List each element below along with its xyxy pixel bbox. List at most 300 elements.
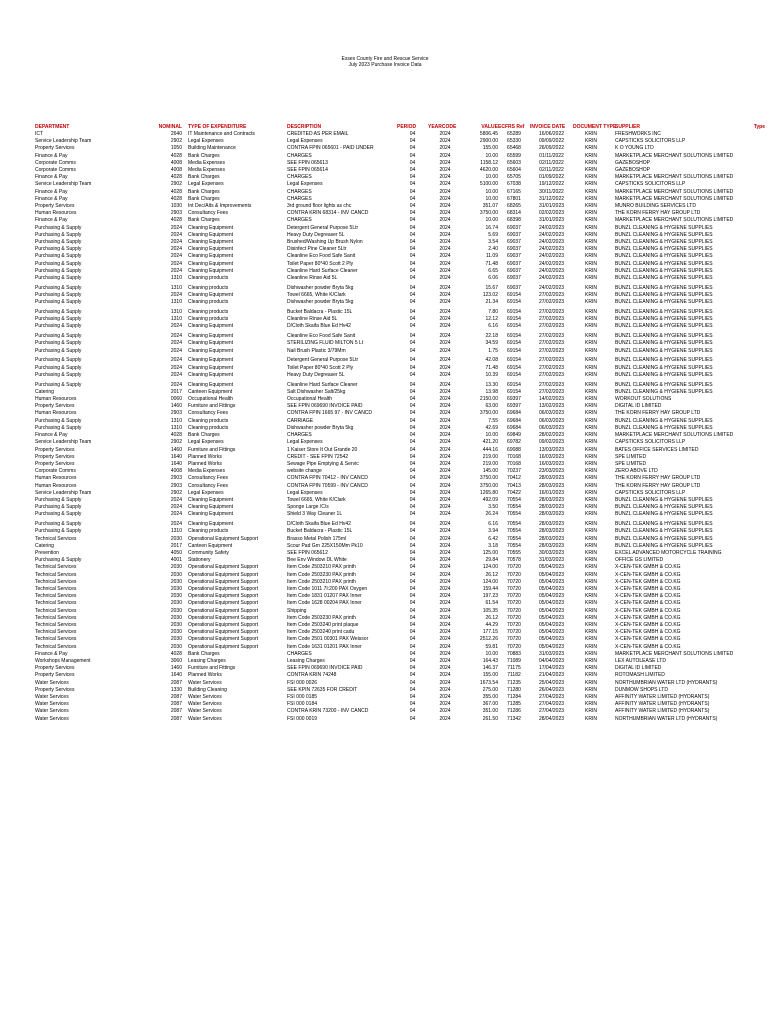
cell-document-type: KRIN	[585, 571, 597, 578]
cell-document-type: KRIN	[585, 174, 597, 181]
cell-type-of-expenditure: Cleaning Equipment	[188, 333, 234, 340]
cell-period: 04	[409, 657, 416, 664]
cell-supplier: MUNRO BUILDING SERVICES LTD	[615, 203, 696, 210]
cell-yearcode: 2024	[439, 446, 451, 453]
cell-supplier: GAZEBOSHOP	[615, 167, 651, 174]
cell-period: 04	[409, 578, 416, 585]
cell-type-of-expenditure: Stationery	[188, 557, 211, 564]
cell-description: SEE KPIN 72635 FOR CREDIT	[287, 686, 358, 693]
cell-invoice-date: 28/03/2023	[538, 542, 565, 549]
cell-invoice-date: 31/01/2023	[538, 203, 565, 210]
table-row	[35, 579, 765, 586]
cell-department: Purchasing & Supply	[35, 267, 82, 274]
cell-department: Human Resources	[35, 396, 77, 403]
cell-invoice-date: 24/02/2023	[538, 267, 565, 274]
cell-description: Item Code 1628 00204 PAX Inner	[287, 600, 362, 607]
cell-type-of-expenditure: Bank Charges	[188, 174, 220, 181]
cell-invoice-date: 05/04/2023	[538, 621, 565, 628]
cell-type-of-expenditure: Cleaning Equipment	[188, 292, 234, 299]
cell-type	[749, 138, 765, 145]
cell-description: CREDIT - SEE FPIN 72542	[287, 453, 349, 460]
cell-ecfrs-ref: 71182	[507, 672, 521, 679]
header-type: Type	[753, 124, 765, 130]
cell-type	[749, 521, 765, 528]
cell-supplier: MARKETPLACE MERCHANT SOLUTIONS LIMITED	[615, 432, 734, 439]
cell-ecfrs-ref: 70720	[507, 629, 521, 636]
cell-nominal: 4008	[170, 159, 182, 166]
cell-description: Salt Dishwasher Salt/25kg	[287, 388, 346, 395]
cell-yearcode: 2024	[439, 246, 451, 253]
cell-nominal: 2087	[170, 715, 182, 722]
cell-type-of-expenditure: Water Services	[188, 708, 222, 715]
cell-value: 2.40	[488, 246, 498, 253]
cell-invoice-date: 13/02/2023	[538, 403, 565, 410]
cell-yearcode: 2024	[439, 210, 451, 217]
header-ecfrs-ref: ECFRS Ref	[498, 124, 525, 130]
cell-department: Purchasing & Supply	[35, 260, 82, 267]
cell-yearcode: 2024	[439, 496, 451, 503]
cell-invoice-date: 16/03/2023	[538, 460, 565, 467]
cell-ecfrs-ref: 70720	[507, 593, 521, 600]
cell-invoice-date: 27/02/2023	[538, 309, 565, 316]
cell-nominal: 2024	[170, 364, 182, 371]
cell-supplier: BUNZL CLEANING & HYGIENE SUPPLIES	[615, 364, 713, 371]
cell-ecfrs-ref: 70412	[507, 475, 521, 482]
cell-document-type: KRIN	[585, 267, 597, 274]
cell-nominal: 2902	[170, 138, 182, 145]
cell-supplier: BUNZL CLEANING & HYGIENE SUPPLIES	[615, 340, 713, 347]
cell-document-type: KRIN	[585, 528, 597, 535]
cell-description: SEE FPIN 065613	[287, 159, 328, 166]
cell-value: 13.98	[485, 388, 498, 395]
title-line-2: July 2023 Purchase Invoice Data	[348, 62, 422, 68]
cell-type	[749, 680, 765, 687]
cell-invoice-date: 19/12/2022	[538, 181, 565, 188]
cell-ecfrs-ref: 65705	[507, 174, 521, 181]
cell-nominal: 2030	[170, 621, 182, 628]
table-row	[35, 365, 765, 372]
cell-type-of-expenditure: Building Maintenance	[188, 145, 236, 152]
cell-type	[749, 490, 765, 497]
cell-period: 04	[409, 614, 416, 621]
cell-supplier: DIGITAL ID LIMITED	[615, 403, 662, 410]
cell-ecfrs-ref: 70720	[507, 614, 521, 621]
cell-type	[749, 225, 765, 232]
cell-period: 04	[409, 292, 416, 299]
cell-description: Legal Expenses	[287, 181, 323, 188]
cell-invoice-date: 27/02/2023	[538, 323, 565, 330]
cell-invoice-date: 16/01/2023	[538, 489, 565, 496]
cell-document-type: KRIN	[585, 468, 597, 475]
cell-nominal: 2030	[170, 600, 182, 607]
cell-document-type: KRIN	[585, 535, 597, 542]
table-row	[35, 210, 765, 217]
cell-nominal: 1310	[170, 284, 182, 291]
cell-ecfrs-ref: 67801	[507, 195, 521, 202]
cell-ecfrs-ref: 70720	[507, 621, 521, 628]
cell-yearcode: 2024	[439, 511, 451, 518]
cell-ecfrs-ref: 69037	[507, 253, 521, 260]
cell-invoice-date: 27/02/2023	[538, 381, 565, 388]
cell-type	[749, 292, 765, 299]
cell-ecfrs-ref: 70554	[507, 496, 521, 503]
cell-document-type: KRIN	[585, 224, 597, 231]
cell-document-type: KRIN	[585, 388, 597, 395]
cell-type	[749, 687, 765, 694]
cell-ecfrs-ref: 71285	[507, 701, 521, 708]
cell-document-type: KRIN	[585, 496, 597, 503]
cell-department: Technical Services	[35, 578, 77, 585]
table-row	[35, 665, 765, 672]
cell-ecfrs-ref: 70720	[507, 600, 521, 607]
cell-ecfrs-ref: 69154	[507, 316, 521, 323]
cell-nominal: 4008	[170, 468, 182, 475]
cell-value: 261.50	[482, 715, 498, 722]
cell-supplier: AFFINITY WATER LIMITED (HYDRANTS)	[615, 701, 710, 708]
title-line-1: Essex County Fire and Rescue Service	[341, 56, 429, 62]
cell-ecfrs-ref: 70554	[507, 511, 521, 518]
cell-yearcode: 2024	[439, 364, 451, 371]
cell-type	[749, 299, 765, 306]
cell-value: 5.69	[488, 231, 498, 238]
table-row	[35, 253, 765, 260]
table-row	[35, 672, 765, 679]
cell-supplier: EXCEL ADVANCED MOTORCYCLE TRAINING	[615, 549, 722, 556]
cell-period: 04	[409, 528, 416, 535]
cell-type	[749, 475, 765, 482]
cell-type-of-expenditure: Consultancy Fees	[188, 210, 229, 217]
cell-invoice-date: 24/02/2023	[538, 260, 565, 267]
cell-yearcode: 2024	[439, 388, 451, 395]
cell-period: 04	[409, 694, 416, 700]
cell-type	[749, 239, 765, 246]
cell-description: STERILIZING FLUID MILTON 5 Lt	[287, 340, 364, 347]
cell-type-of-expenditure: Cleaning Equipment	[188, 521, 234, 528]
cell-supplier: CAPSTICKS SOLICITORS LLP	[615, 181, 686, 188]
cell-department: Technical Services	[35, 614, 77, 621]
cell-supplier: X-CEN-TEK GMBH & CO.KG	[615, 564, 681, 571]
cell-type-of-expenditure: Cleaning products	[188, 417, 229, 424]
cell-description: Heavy Duty Degreaser 5L	[287, 371, 345, 378]
cell-nominal: 2030	[170, 571, 182, 578]
cell-invoice-date: 28/03/2023	[538, 496, 565, 503]
cell-type	[749, 432, 765, 439]
cell-department: Purchasing & Supply	[35, 371, 82, 378]
cell-supplier: BUNZL CLEANING & HYGIENE SUPPLIES	[615, 323, 713, 330]
cell-yearcode: 2024	[439, 708, 451, 715]
cell-type-of-expenditure: Cleaning Equipment	[188, 224, 234, 231]
cell-department: Finance & Pay	[35, 174, 68, 181]
cell-type-of-expenditure: Cleaning Equipment	[188, 371, 234, 378]
cell-period: 04	[409, 571, 416, 578]
cell-ecfrs-ref: 69684	[507, 410, 521, 417]
cell-supplier: THE KORN FERRY HAY GROUP LTD	[615, 410, 701, 417]
cell-invoice-date: 05/04/2023	[538, 629, 565, 636]
cell-document-type: KRIN	[585, 217, 597, 224]
cell-value: 26.24	[485, 511, 498, 518]
cell-value: 1.75	[488, 347, 498, 354]
cell-value: 7.80	[488, 309, 498, 316]
cell-document-type: KRIN	[585, 439, 597, 446]
cell-ecfrs-ref: 70168	[507, 460, 521, 467]
cell-invoice-date: 06/03/2023	[538, 410, 565, 417]
cell-description: Legal Expenses	[287, 138, 323, 145]
cell-supplier: X-CEN-TEK GMBH & CO.KG	[615, 571, 681, 578]
cell-ecfrs-ref: 65603	[507, 159, 521, 166]
cell-type-of-expenditure: Cleaning products	[188, 299, 229, 306]
invoice-table	[35, 124, 765, 723]
cell-type	[749, 454, 765, 461]
cell-supplier: BUNZL CLEANING & HYGIENE SUPPLIES	[615, 521, 713, 528]
cell-yearcode: 2024	[439, 203, 451, 210]
cell-value: 10.00	[485, 152, 498, 159]
cell-invoice-date: 28/03/2023	[538, 528, 565, 535]
cell-supplier: NORTHUMBRIAN WATER LTD (HYDRANTS)	[615, 715, 718, 722]
cell-value: 13.30	[485, 381, 498, 388]
cell-yearcode: 2024	[439, 410, 451, 417]
header-type-of-expenditure: TYPE OF EXPENDITURE	[188, 124, 247, 130]
cell-department: Technical Services	[35, 564, 77, 571]
cell-value: 3.18	[488, 542, 498, 549]
cell-supplier: GAZEBOSHOP	[615, 159, 651, 166]
cell-type	[749, 340, 765, 347]
cell-department: Water Services	[35, 679, 69, 686]
cell-ecfrs-ref: 70554	[507, 504, 521, 511]
cell-document-type: KRIN	[585, 195, 597, 202]
cell-value: 124.00	[482, 578, 498, 585]
cell-period: 04	[409, 446, 416, 453]
cell-type-of-expenditure: Operational Equipment Support	[188, 600, 259, 607]
cell-period: 04	[409, 621, 416, 628]
table-row	[35, 246, 765, 253]
cell-type	[749, 418, 765, 425]
cell-nominal: 1310	[170, 316, 182, 323]
cell-ecfrs-ref: 69684	[507, 424, 521, 431]
cell-yearcode: 2024	[439, 571, 451, 578]
cell-type	[749, 579, 765, 586]
cell-type	[749, 658, 765, 665]
cell-type	[749, 543, 765, 550]
cell-description: CHARGES	[287, 432, 312, 439]
cell-value: 59.81	[485, 643, 498, 650]
cell-document-type: KRIN	[585, 246, 597, 253]
cell-period: 04	[409, 643, 416, 650]
cell-document-type: KRIN	[585, 549, 597, 556]
cell-nominal: 2030	[170, 607, 182, 614]
cell-type-of-expenditure: Building Cleaning	[188, 686, 227, 693]
cell-ecfrs-ref: 70578	[507, 557, 521, 564]
cell-supplier: X-CEN-TEK GMBH & CO.KG	[615, 614, 681, 621]
cell-period: 04	[409, 239, 416, 246]
cell-type	[749, 461, 765, 468]
cell-yearcode: 2024	[439, 217, 451, 224]
cell-nominal: 2903	[170, 475, 182, 482]
cell-period: 04	[409, 557, 416, 564]
cell-document-type: KRIN	[585, 323, 597, 330]
cell-ecfrs-ref: 70720	[507, 643, 521, 650]
cell-type-of-expenditure: Cleaning Equipment	[188, 504, 234, 511]
cell-yearcode: 2024	[439, 650, 451, 657]
cell-department: Human Resources	[35, 210, 77, 217]
cell-supplier: AFFINITY WATER LIMITED (HYDRANTS)	[615, 708, 710, 715]
cell-department: Property Services	[35, 446, 75, 453]
cell-document-type: KRIN	[585, 665, 597, 672]
cell-invoice-date: 27/04/2023	[538, 708, 565, 715]
cell-type	[749, 145, 765, 152]
cell-supplier: BUNZL CLEANING & HYGIENE SUPPLIES	[615, 275, 713, 282]
cell-description: CARRIAGE	[287, 417, 314, 424]
table-row	[35, 432, 765, 439]
cell-ecfrs-ref: 69154	[507, 371, 521, 378]
cell-description: Towel 6665, White K/Clark	[287, 292, 346, 299]
cell-invoice-date: 02/11/2022	[539, 167, 564, 174]
cell-yearcode: 2024	[439, 145, 451, 152]
table-row	[35, 615, 765, 622]
cell-type-of-expenditure: Cleaning Equipment	[188, 340, 234, 347]
cell-document-type: KRIN	[585, 460, 597, 467]
cell-period: 04	[409, 650, 416, 657]
cell-ecfrs-ref: 65289	[507, 131, 521, 137]
cell-yearcode: 2024	[439, 549, 451, 556]
cell-supplier: X-CEN-TEK GMBH & CO.KG	[615, 629, 681, 636]
cell-description: Item Code 2503210 PAX printh	[287, 564, 356, 571]
cell-supplier: FRESHWORKS INC	[615, 131, 661, 137]
cell-document-type: KRIN	[585, 694, 597, 700]
cell-type-of-expenditure: IT Maintenance and Contracts	[188, 131, 255, 137]
cell-department: Property Services	[35, 460, 75, 467]
cell-invoice-date: 27/02/2023	[538, 364, 565, 371]
cell-value: 275.00	[482, 686, 498, 693]
cell-department: Service Leadership Team	[35, 138, 92, 145]
cell-department: Purchasing & Supply	[35, 246, 82, 253]
cell-department: Water Services	[35, 694, 69, 700]
cell-supplier: THE KORN FERRY HAY GROUP LTD	[615, 482, 701, 489]
table-row	[35, 708, 765, 715]
table-row	[35, 528, 765, 535]
table-row	[35, 410, 765, 417]
cell-supplier: BUNZL CLEANING & HYGIENE SUPPLIES	[615, 542, 713, 549]
cell-value: 444.16	[482, 446, 498, 453]
cell-yearcode: 2024	[439, 600, 451, 607]
cell-value: 125.00	[482, 549, 498, 556]
cell-department: Purchasing & Supply	[35, 224, 82, 231]
cell-period: 04	[409, 672, 416, 679]
cell-nominal: 1460	[170, 403, 182, 410]
cell-type-of-expenditure: Cleaning Equipment	[188, 239, 234, 246]
cell-description: CONTRA FPIN 065601 - PAID UNDER	[287, 145, 374, 152]
cell-supplier: BUNZL CLEANING & HYGIENE SUPPLIES	[615, 417, 713, 424]
cell-supplier: BATES OFFICE SERVICES LIMITED	[615, 446, 699, 453]
cell-department: Technical Services	[35, 636, 77, 643]
table-row	[35, 572, 765, 579]
cell-description: D/Cloth Skaifa Blue Ed Hv42	[287, 323, 351, 330]
cell-supplier: CAPSTICKS SOLICITORS LLP	[615, 439, 686, 446]
cell-department: Purchasing & Supply	[35, 275, 82, 282]
cell-nominal: 2017	[170, 388, 182, 395]
cell-type	[749, 439, 765, 446]
cell-period: 04	[409, 195, 416, 202]
cell-type-of-expenditure: Operational Equipment Support	[188, 578, 259, 585]
cell-type	[749, 174, 765, 181]
cell-nominal: 2024	[170, 357, 182, 364]
cell-ecfrs-ref: 69037	[507, 260, 521, 267]
cell-description: Toilet Paper 80*40 Scott 2 Ply	[287, 364, 354, 371]
cell-period: 04	[409, 145, 416, 152]
cell-document-type: KRIN	[585, 715, 597, 722]
cell-type-of-expenditure: Cleaning products	[188, 424, 229, 431]
table-row	[35, 292, 765, 299]
cell-supplier: BUNZL CLEANING & HYGIENE SUPPLIES	[615, 424, 713, 431]
cell-type-of-expenditure: Cleaning products	[188, 316, 229, 323]
cell-department: Water Services	[35, 701, 69, 708]
cell-description: Detergent General Purpose 5Ltr	[287, 357, 359, 364]
cell-ecfrs-ref: 70554	[507, 535, 521, 542]
cell-type	[749, 348, 765, 355]
cell-description: Item Code 2501 00301 PAX Weissor	[287, 636, 369, 643]
cell-supplier: DUNMOW SHOPS LTD	[615, 686, 668, 693]
cell-type	[749, 167, 765, 174]
cell-document-type: KRIN	[585, 621, 597, 628]
cell-department: Finance & Pay	[35, 152, 68, 159]
cell-department: Catering	[35, 388, 54, 395]
cell-nominal: 4028	[170, 195, 182, 202]
cell-nominal: 2024	[170, 260, 182, 267]
cell-yearcode: 2024	[439, 239, 451, 246]
cell-type-of-expenditure: Furniture and Fittings	[188, 446, 236, 453]
cell-type	[749, 333, 765, 340]
cell-ecfrs-ref: 69154	[507, 381, 521, 388]
table-row	[35, 167, 765, 174]
cell-ecfrs-ref: 69397	[507, 403, 521, 410]
cell-value: 177.15	[482, 629, 498, 636]
cell-type-of-expenditure: Media Expenses	[188, 167, 225, 174]
cell-period: 04	[409, 260, 416, 267]
cell-department: Purchasing & Supply	[35, 528, 82, 535]
cell-yearcode: 2024	[439, 453, 451, 460]
cell-yearcode: 2024	[439, 643, 451, 650]
cell-yearcode: 2024	[439, 181, 451, 188]
table-row	[35, 285, 765, 292]
cell-department: Property Services	[35, 665, 75, 672]
cell-document-type: KRIN	[585, 253, 597, 260]
cell-period: 04	[409, 542, 416, 549]
cell-description: Cleanline Hard Surface Cleaner	[287, 267, 358, 274]
cell-period: 04	[409, 511, 416, 518]
cell-value: 21.34	[485, 299, 498, 306]
cell-value: 145.00	[482, 468, 498, 475]
cell-supplier: BUNZL CLEANING & HYGIENE SUPPLIES	[615, 371, 713, 378]
cell-ecfrs-ref: 69154	[507, 340, 521, 347]
table-row	[35, 382, 765, 389]
cell-invoice-date: 27/02/2023	[538, 371, 565, 378]
cell-department: Purchasing & Supply	[35, 496, 82, 503]
cell-department: Corporate Comms	[35, 159, 76, 166]
cell-invoice-date: 05/04/2023	[538, 585, 565, 592]
cell-department: Purchasing & Supply	[35, 364, 82, 371]
cell-nominal: 2024	[170, 292, 182, 299]
cell-type-of-expenditure: Cleaning Equipment	[188, 323, 234, 330]
cell-value: 3.54	[488, 239, 498, 246]
cell-description: Nail Brush Plastic 3/79Mm	[287, 347, 346, 354]
cell-department: Technical Services	[35, 535, 77, 542]
cell-value: 3750.00	[479, 475, 498, 482]
cell-value: 155.00	[482, 145, 498, 152]
table-row	[35, 225, 765, 232]
cell-department: Purchasing & Supply	[35, 309, 82, 316]
table-row	[35, 323, 765, 330]
cell-invoice-date: 28/04/2023	[538, 715, 565, 722]
cell-value: 10.00	[485, 188, 498, 195]
